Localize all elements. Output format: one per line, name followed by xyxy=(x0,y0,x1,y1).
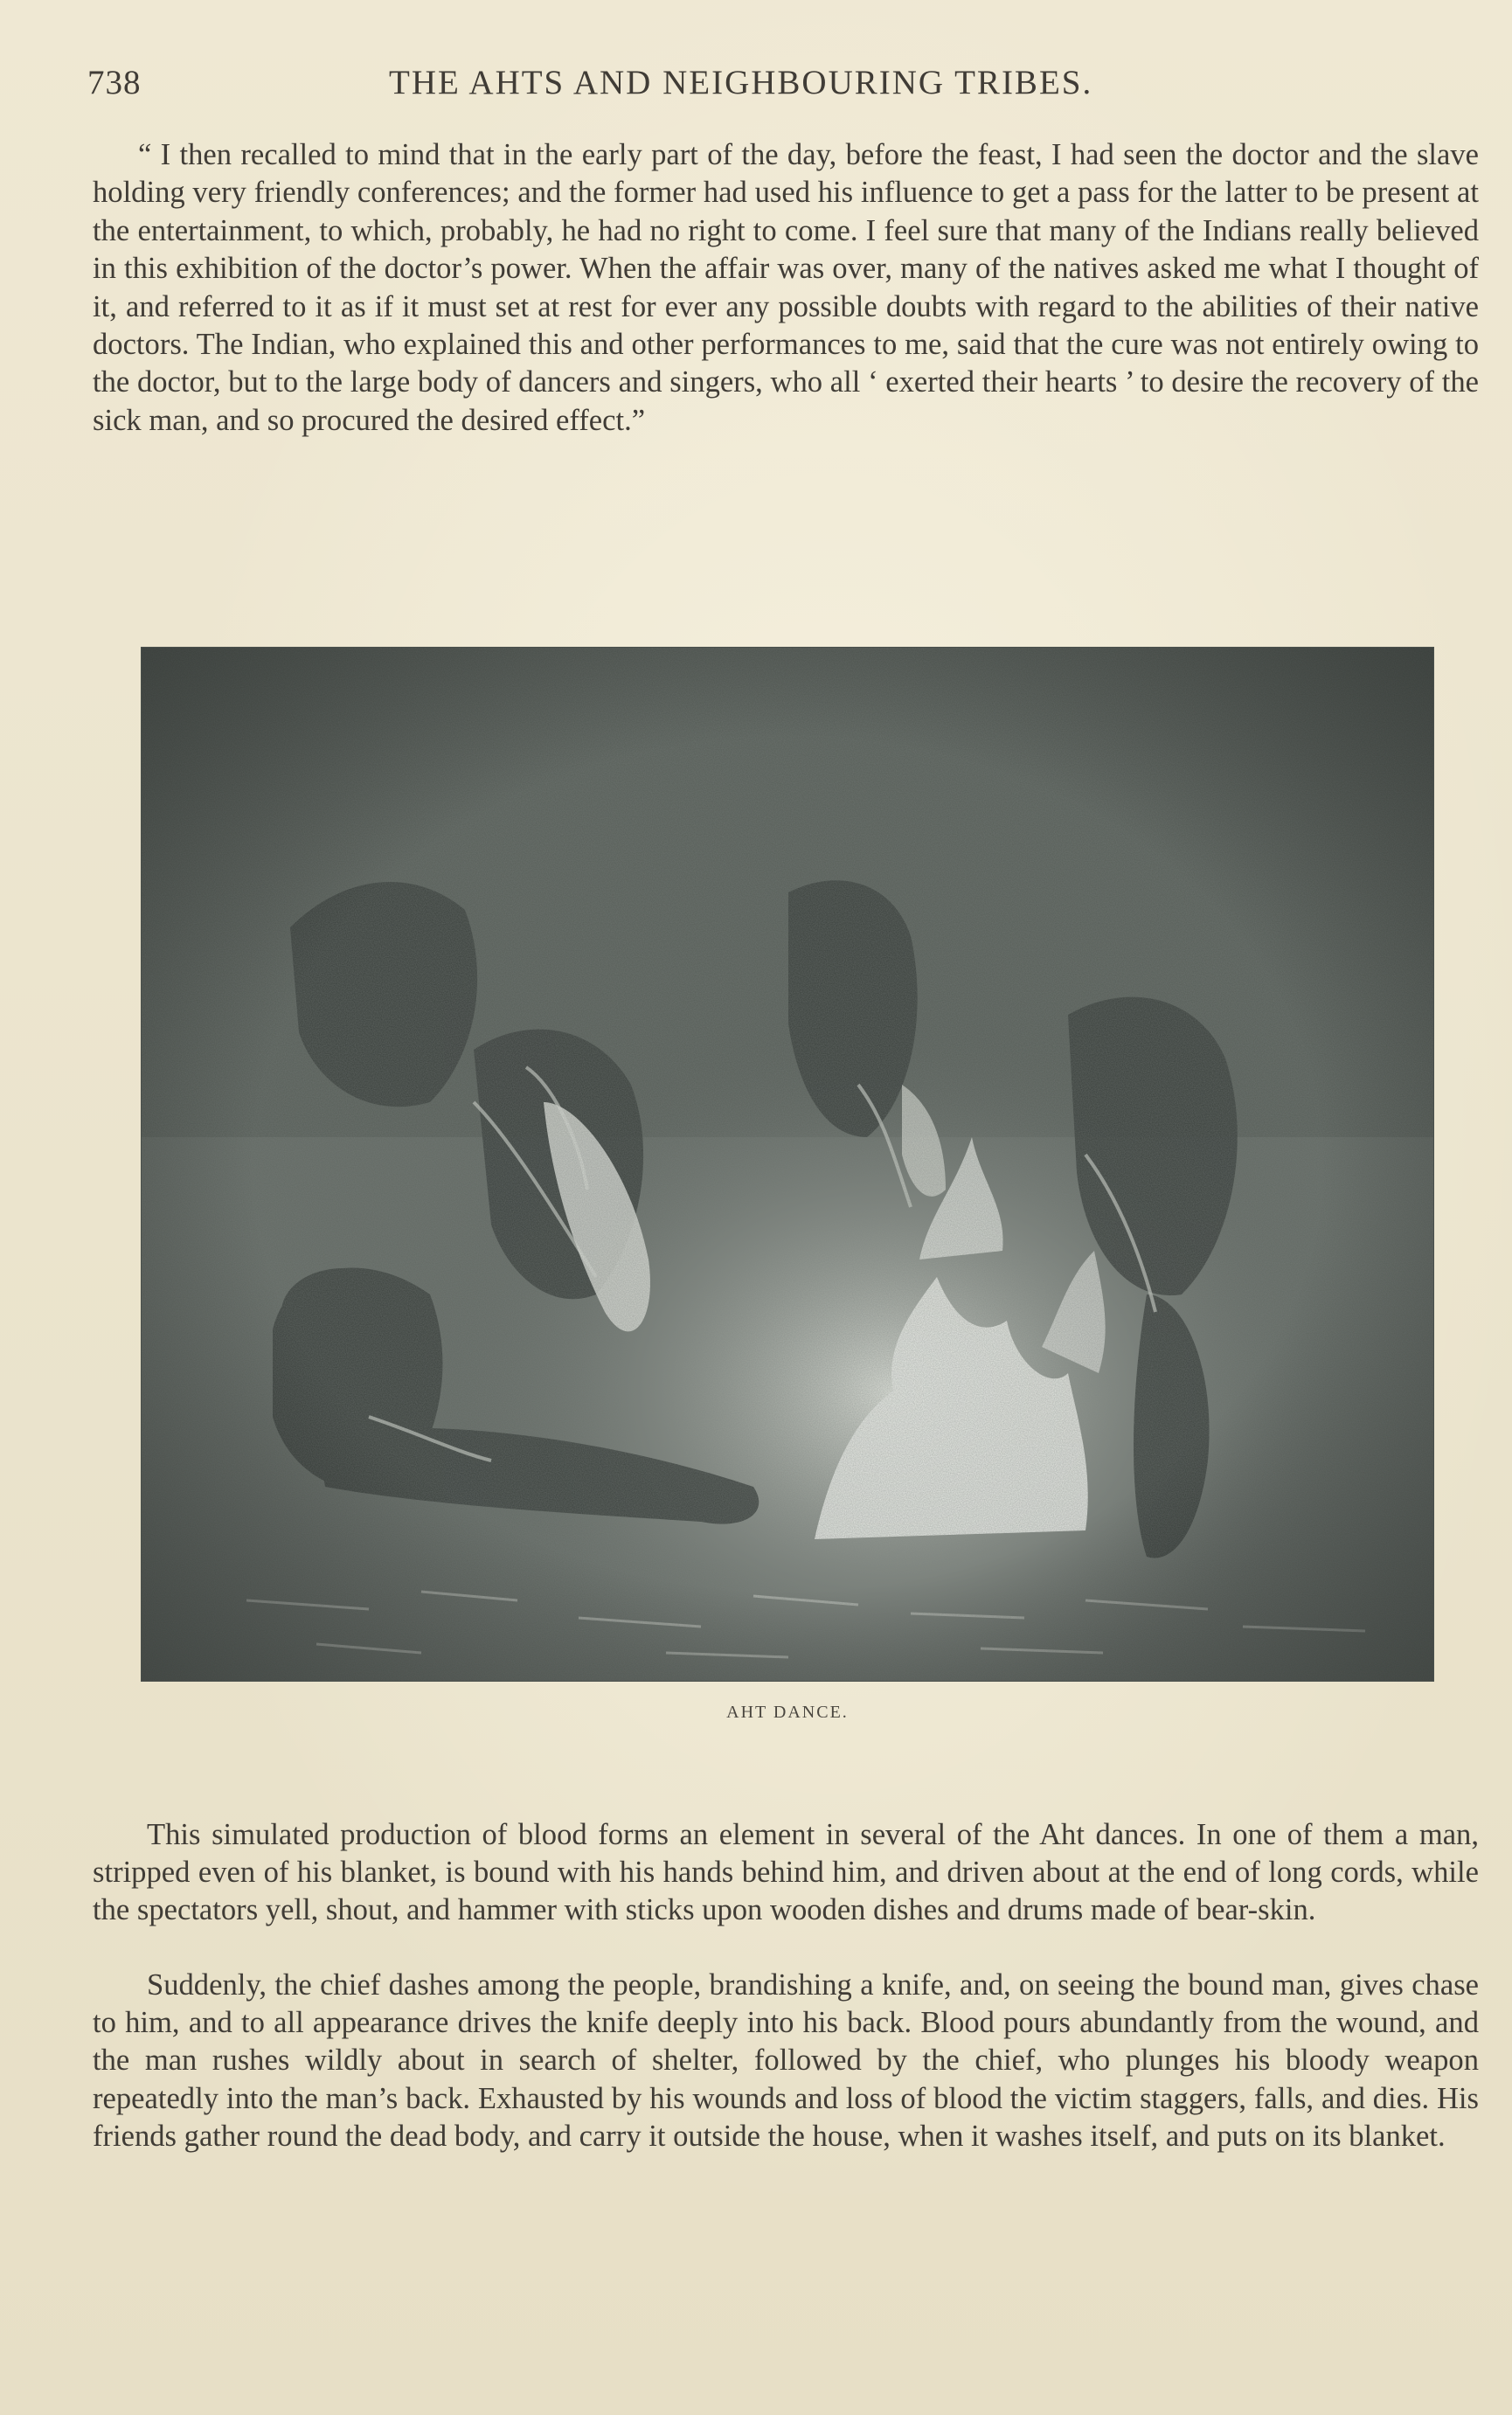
body-paragraph-1: “ I then recalled to mind that in the early part of the day, before the feast, I had seen the doctor and the slave holding very friendly conferences; and the former had used his influence to get a pass for the latter to be present at the entertainment, to which, probably, he had no right to come. I feel sure that many of the Indians really believed in this exhibition of the doctor’s power. When the affair was over, many of the natives asked me what I thought of it, and referred to it as if it must set at rest for ever any possible doubts with regard to the abilities of their native doctors. The Indian, who explained this and other performances to me, said that the cure was not entirely owing to the doctor, but to the large body of dancers and singers, who all ‘ exerted their hearts ’ to desire the recovery of the sick man, and so procured the desired effect.” xyxy=(93,138,1479,437)
illustration-caption: AHT DANCE. xyxy=(726,1703,849,1722)
aht-dance-engraving xyxy=(142,648,1433,1681)
page-number: 738 xyxy=(87,64,142,101)
body-paragraph-2: This simulated production of blood forms an element in several of the Aht dances. In one of them a man, stripped even of his blanket, is bound with his hands behind him, and driven about at the end of long cords, while the spectators yell, shout, and hammer with sticks upon wooden dishes and drums made of bear-skin. xyxy=(93,1818,1479,1926)
running-title: THE AHTS AND NEIGHBOURING TRIBES. xyxy=(389,64,1093,101)
body-paragraph-3: Suddenly, the chief dashes among the people, brandishing a knife, and, on seeing the bound man, gives chase to him, and to all appearance drives the knife deeply into his back. Blood pours abundantly from the wound, and the man rushes wildly about in search of shelter, followed by the chief, who plunges his bloody weapon repeatedly into the man’s back. Exhausted by his wounds and loss of blood the victim staggers, falls, and dies. His friends gather round the dead body, and carry it outside the house, when it washes itself, and puts on its blanket. xyxy=(93,1968,1479,2153)
page-header xyxy=(87,56,1481,108)
